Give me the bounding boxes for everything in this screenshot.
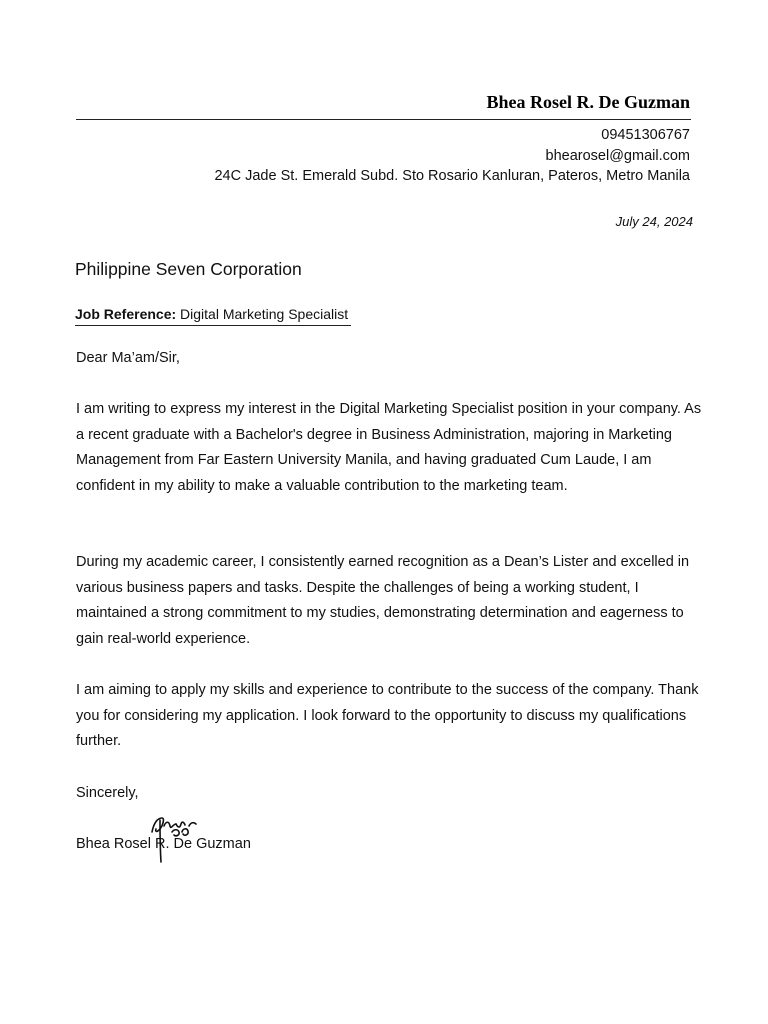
sender-contact-block: [214, 125, 690, 187]
sender-phone: 09451306767: [601, 127, 690, 143]
body-paragraph-3: I am aiming to apply my skills and experience to contribute to the success of the company. Thank you for considering my application. I look forward to the opportunity to discuss my qualifications further.: [76, 682, 699, 750]
sender-email: bhearosel@gmail.com: [545, 147, 690, 164]
job-reference: [75, 306, 351, 326]
sender-address: 24C Jade St. Emerald Subd. Sto Rosario Kanluran, Pateros, Metro Manila: [214, 168, 690, 184]
closing: Sincerely,: [76, 785, 139, 801]
recipient-company: Philippine Seven Corporation: [75, 259, 302, 279]
header-divider: [76, 119, 691, 120]
salutation: Dear Ma’am/Sir,: [76, 350, 180, 366]
job-reference-value: Digital Marketing Specialist: [180, 306, 349, 322]
body-paragraph-1: I am writing to express my interest in the Digital Marketing Specialist position in your company. As a recent graduate with a Bachelor's degree in Business Administration, majoring in Marketing Management from Far Eastern University Manila, and having graduated Cum Laude, I am confident in my ability to make a valuable contribution to the marketing team.: [76, 401, 702, 494]
body-paragraph-2: During my academic career, I consistently earned recognition as a Dean’s Lister and excelled in various business papers and tasks. Despite the challenges of being a working student, I maintained a strong commitment to my studies, demonstrating determination and eagerness to gain real-world experience.: [76, 554, 690, 647]
letter-date: July 24, 2024: [615, 214, 693, 229]
signer-name: Bhea Rosel R. De Guzman: [76, 836, 251, 852]
job-reference-label: Job Reference:: [75, 306, 177, 322]
sender-name-heading: Bhea Rosel R. De Guzman: [486, 92, 690, 112]
handwritten-signature: [146, 812, 202, 864]
